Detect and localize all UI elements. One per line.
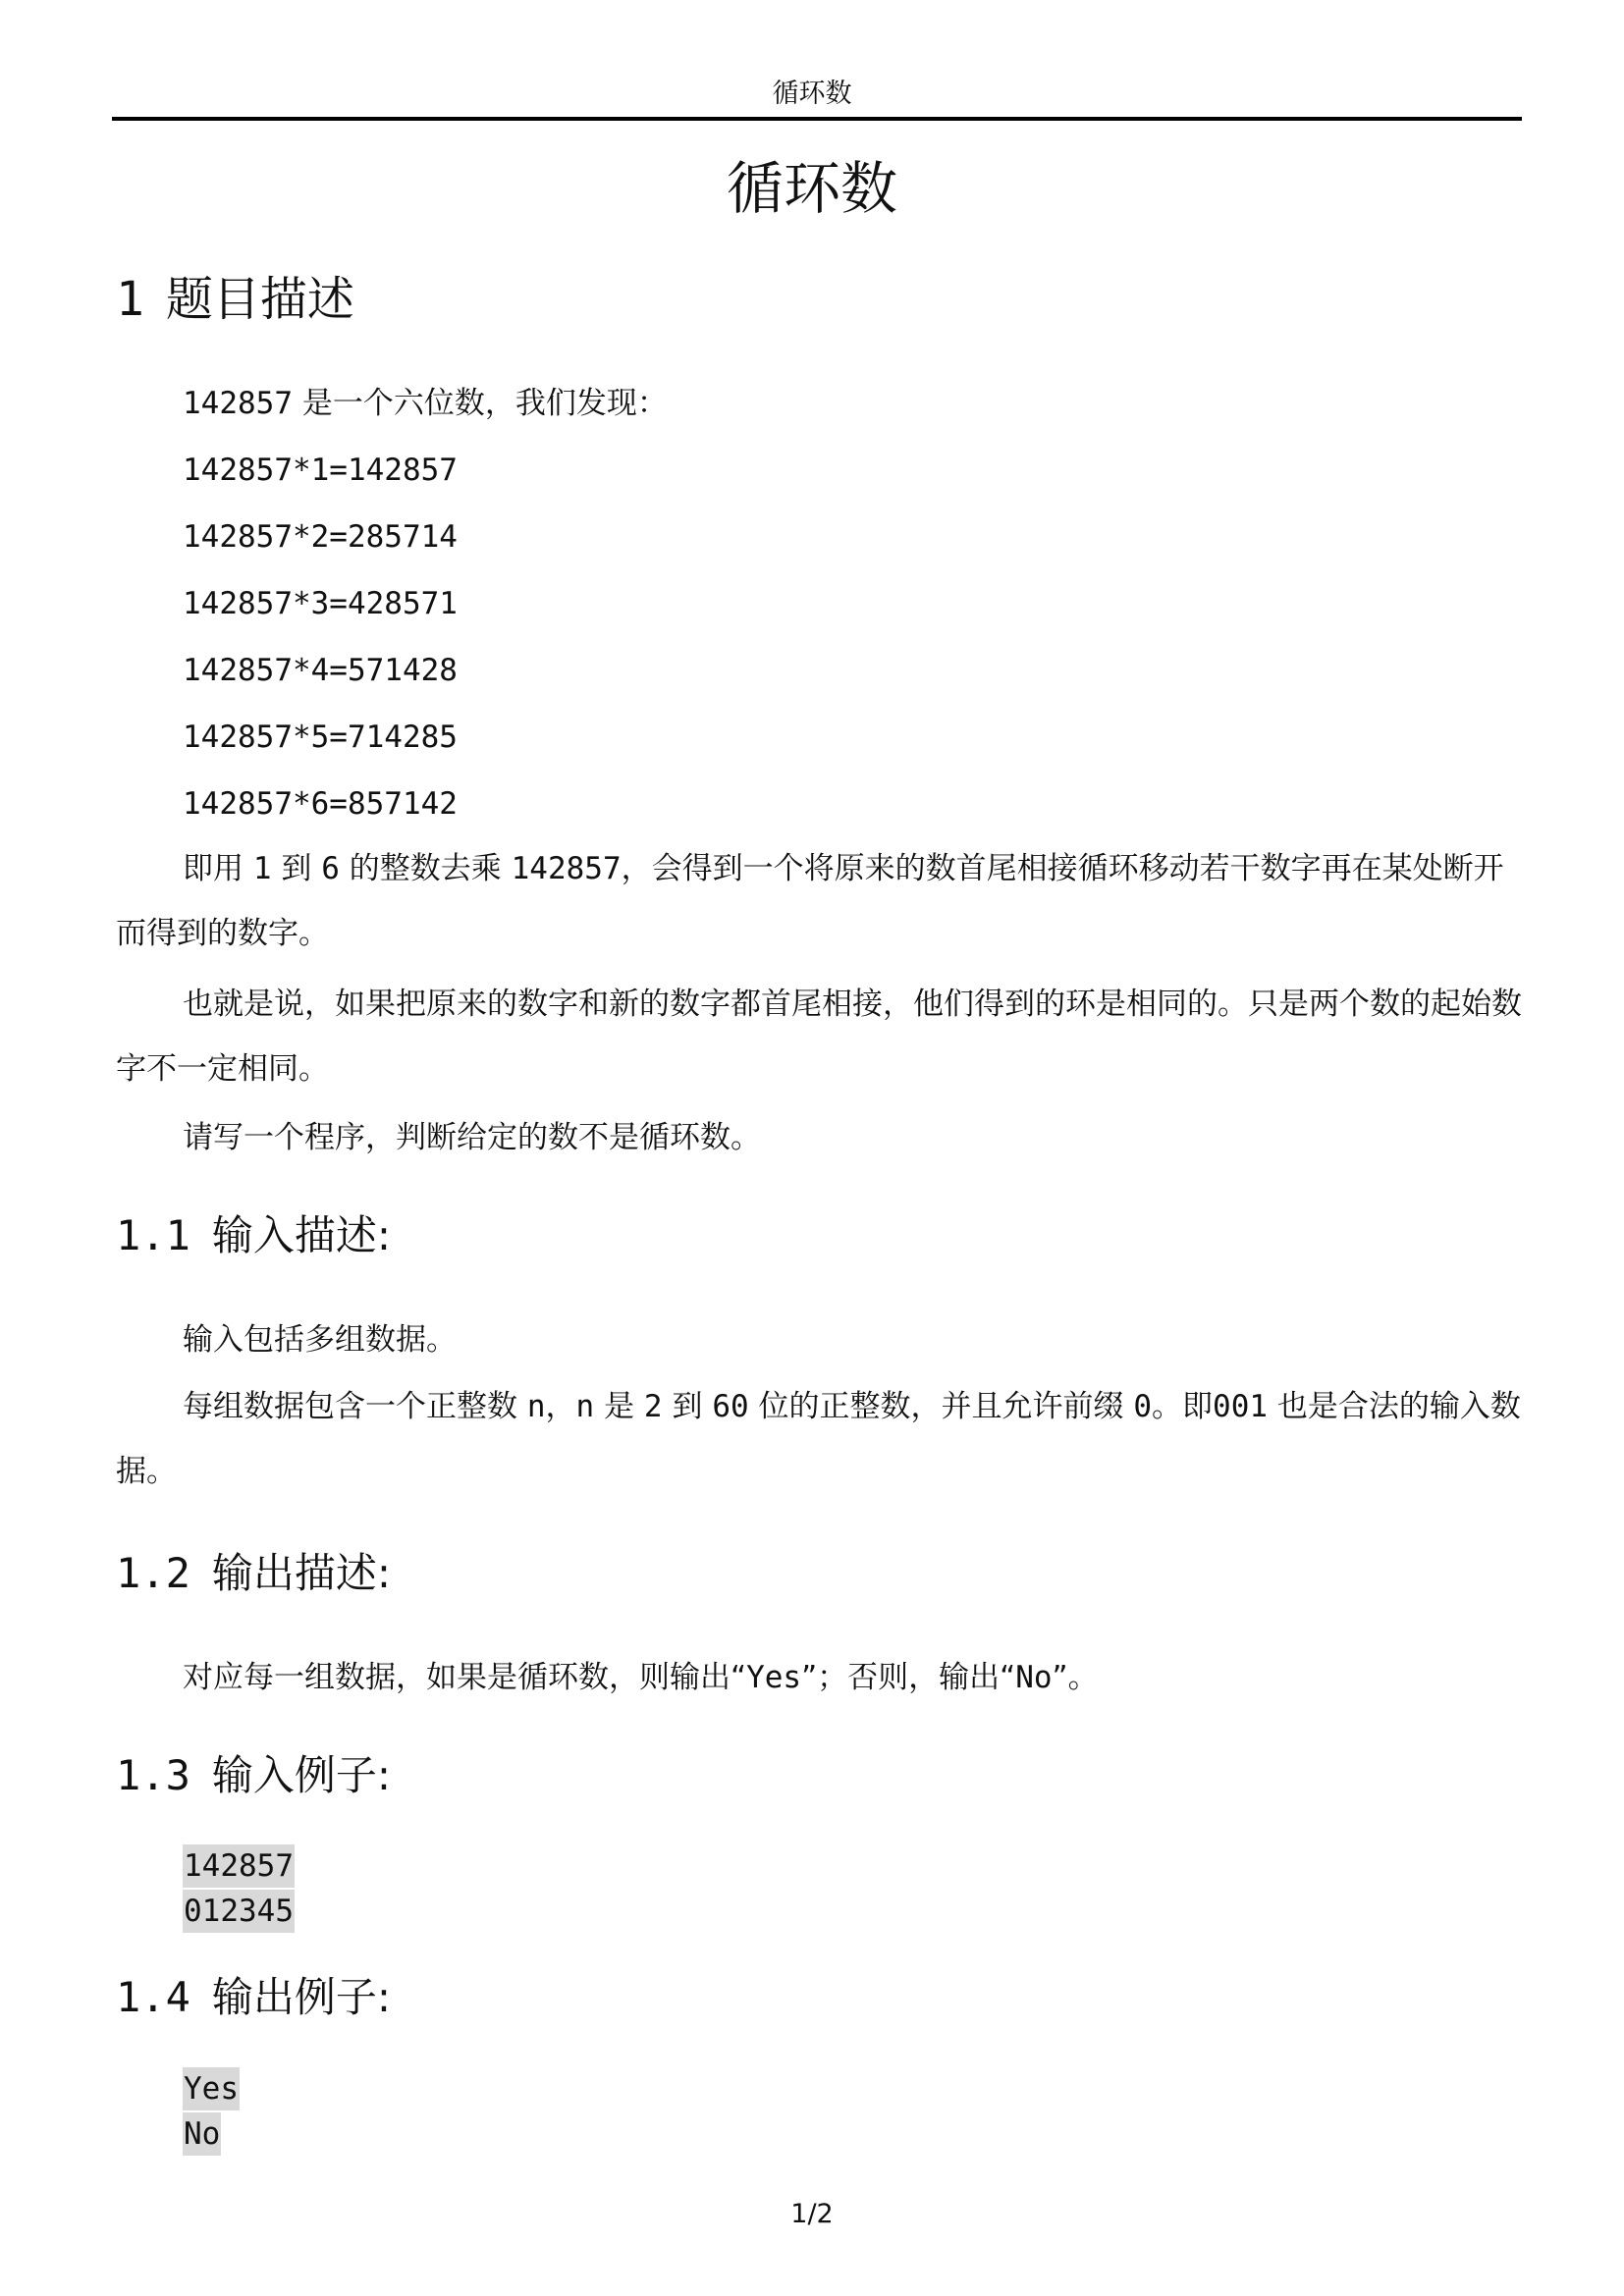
text-run: ”。 [1052,1660,1099,1695]
section-number: 1.2 [116,1549,190,1597]
description-paragraph [116,836,1526,966]
text-run: 的整数去乘 [349,851,502,886]
inline-number: 6 [321,851,340,886]
input-example-line: 142857 [183,1844,295,1888]
section-heading-input-example [116,1747,391,1804]
text-run: 也是合法的输入数据。 [116,1389,1521,1489]
intro-number: 142857 [183,386,293,421]
inline-number: 2 [643,1389,663,1424]
equation-line: 142857*5=714285 [183,720,458,755]
section-number: 1 [116,272,144,327]
header-rule [112,117,1522,121]
input-paragraph: 输入包括多组数据。 [183,1322,457,1358]
inline-number: 60 [712,1389,749,1424]
output-example-line: Yes [183,2067,240,2110]
intro-paragraph [116,371,1526,436]
inline-code: n [526,1389,546,1424]
section-title: 输出描述: [211,1549,392,1597]
text-run: 是 [604,1389,635,1424]
text-run: ”；否则，输出“ [801,1660,1016,1695]
page-number: 1/2 [790,2199,834,2229]
section-title: 输入例子: [211,1751,392,1799]
equation-line: 142857*3=428571 [183,586,458,621]
inline-code: n [575,1389,595,1424]
output-paragraph [116,1645,1526,1710]
text-run: ， [545,1389,576,1424]
section-number: 1.1 [116,1211,190,1259]
output-example-line: No [183,2112,221,2156]
text-run: 。即 [1152,1389,1214,1424]
document-title: 循环数 [726,155,897,222]
equation-line: 142857*6=857142 [183,786,458,822]
text-run: 到 [281,851,312,886]
input-paragraph [116,1374,1526,1504]
section-title: 输出例子: [211,1973,392,2021]
section-heading-description [116,268,354,331]
equation-line: 142857*1=142857 [183,453,458,488]
section-title: 输入描述: [211,1211,392,1259]
section-heading-output-example [116,1969,391,2026]
intro-text: 是一个六位数，我们发现： [301,386,668,421]
section-heading-output [116,1545,391,1602]
equation-line: 142857*4=571428 [183,653,458,688]
section-title: 题目描述 [165,272,354,327]
section-heading-input [116,1207,391,1264]
description-paragraph: 也就是说，如果把原来的数字和新的数字都首尾相接，他们得到的环是相同的。只是两个数的起始数字不一定相同。 [116,987,1522,1087]
equation-line: 142857*2=285714 [183,519,458,555]
text-run: 位的正整数，并且允许前缀 [758,1389,1124,1424]
running-header: 循环数 [772,79,852,109]
text-run: 对应每一组数据，如果是循环数，则输出“ [183,1660,747,1695]
text-run: 每组数据包含一个正整数 [183,1389,517,1424]
inline-number: 142857 [511,851,622,886]
inline-number: 1 [252,851,272,886]
text-run: 到 [672,1389,703,1424]
text-run: ，会得到一个将原来的数首尾相接循环移动若干数字再在某处断开而得到的数字。 [116,851,1504,951]
section-number: 1.4 [116,1973,190,2021]
inline-code: No [1015,1660,1053,1695]
description-paragraph: 请写一个程序，判断给定的数不是循环数。 [183,1120,761,1155]
text-run: 即用 [183,851,244,886]
inline-code: Yes [746,1660,802,1695]
inline-code: 0 [1133,1389,1153,1424]
section-number: 1.3 [116,1751,190,1799]
inline-code: 001 [1213,1389,1269,1424]
input-example-line: 012345 [183,1890,295,1933]
